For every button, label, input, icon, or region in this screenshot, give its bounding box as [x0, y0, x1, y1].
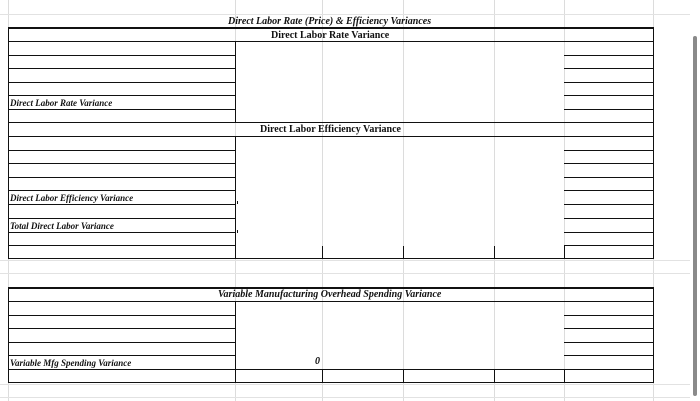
rate-variance-subtitle: Direct Labor Rate Variance	[271, 30, 390, 41]
scrollbar-thumb[interactable]	[693, 36, 697, 396]
total-labor-variance-label[interactable]: Total Direct Labor Variance	[10, 221, 114, 231]
overhead-spending-title: Variable Manufacturing Overhead Spending Variance	[218, 289, 442, 300]
overhead-spending-value[interactable]: 0	[315, 356, 320, 367]
efficiency-variance-label[interactable]: Direct Labor Efficiency Variance	[10, 193, 134, 203]
efficiency-variance-subtitle: Direct Labor Efficiency Variance	[260, 124, 401, 135]
total-value-marker	[237, 230, 238, 233]
vertical-scrollbar[interactable]	[690, 0, 700, 401]
rate-variance-label[interactable]: Direct Labor Rate Variance	[10, 98, 113, 108]
overhead-spending-label[interactable]: Variable Mfg Spending Variance	[10, 358, 132, 368]
rate-efficiency-title: Direct Labor Rate (Price) & Efficiency Variances	[228, 16, 432, 27]
efficiency-value-marker	[237, 201, 238, 204]
